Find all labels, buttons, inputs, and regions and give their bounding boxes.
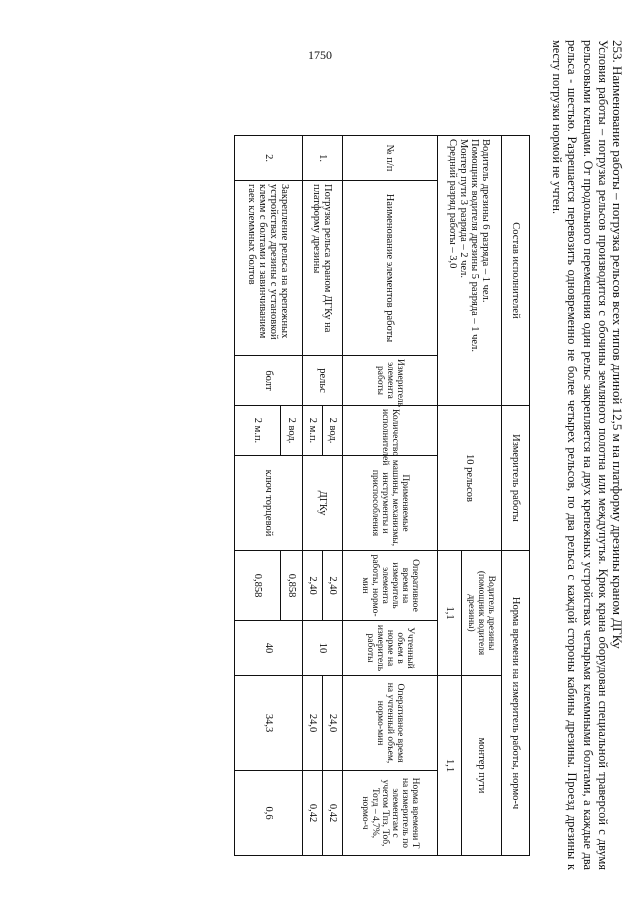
header-track-worker: монтер пути bbox=[462, 676, 502, 856]
col-element-name: Наименование элементов работы bbox=[343, 181, 438, 356]
row-op-volume: 34,3 bbox=[235, 676, 303, 771]
staff-line: Помощник водителя дрезины 5 разряда – 1 чел. bbox=[469, 139, 481, 352]
row-op-volume: 24,0 bbox=[303, 676, 323, 771]
row-count: 2 вод. bbox=[281, 406, 303, 456]
row-tool: ДГКу bbox=[303, 456, 343, 551]
row-element-name: Погрузка рельса краном ДГКу на платформу дрезины bbox=[303, 181, 343, 356]
norm-driver: 1,1 bbox=[438, 551, 462, 676]
staff-line: Средний разряд работы – 3,0 bbox=[447, 139, 459, 269]
col-element-meter: Измеритель элемента работы bbox=[343, 356, 438, 406]
col-op-time: Оперативное время на измеритель элемента работы, нормо-мин bbox=[343, 551, 438, 621]
norm-track-worker: 1,1 bbox=[438, 676, 462, 856]
intro-block bbox=[549, 40, 625, 870]
col-num: № п/п bbox=[343, 136, 438, 181]
row-count: 2 м.п. bbox=[235, 406, 281, 456]
col-op-volume: Оперативное время на учтенный объем, нормо-мин bbox=[343, 676, 438, 771]
rotated-content bbox=[75, 40, 625, 870]
col-volume: Учтенный объем в норме на измеритель работы bbox=[343, 621, 438, 676]
row-op-time: 0,858 bbox=[235, 551, 281, 621]
row-norm: 0,42 bbox=[303, 771, 323, 856]
norm-table bbox=[234, 135, 530, 856]
row-op-volume: 24,0 bbox=[323, 676, 343, 771]
header-driver: Водитель дрезины (помощник водителя дрезины) bbox=[462, 551, 502, 676]
staff-list bbox=[438, 136, 502, 406]
col-norm-element: Норма времени Т на измеритель по элементам с учетом Тпз, Тоб, Тотд – 4,7%, нормо-ч bbox=[343, 771, 438, 856]
work-conditions: Условия работы – погрузка рельсов производится с обочины земляного полотна или междупутья. Крюк крана оборудован специальной траверсой с двумя рельсовыми клещами. От продольного перемещения один рельс закрепляется на двух крепежных устройствах четырьмя клеммными болтами, а каждые два рельса - шестью. Разрешается перевозить одновременно не более четырех рельсов, по два рельса с каждой стороны кабины дрезины. Проезд дрезины к месту погрузки нормой не учтен. bbox=[550, 40, 610, 870]
row-op-time: 2,40 bbox=[303, 551, 323, 621]
staff-line: Водитель дрезины 6 разряда – 1 чел. bbox=[480, 139, 492, 303]
header-meter: Измеритель работы bbox=[502, 406, 530, 551]
row-norm: 0,6 bbox=[235, 771, 303, 856]
row-count: 2 м.п. bbox=[303, 406, 323, 456]
row-op-time: 2,40 bbox=[323, 551, 343, 621]
row-volume: 10 bbox=[303, 621, 343, 676]
row-volume: 40 bbox=[235, 621, 303, 676]
header-norm: Норма времени на измеритель работы, нормо-ч bbox=[502, 551, 530, 856]
row-num: 1. bbox=[303, 136, 343, 181]
page-number: 1750 bbox=[308, 48, 332, 62]
section-heading: 253. Наименование работы – погрузка рельсов всех типов длиной 12,5 м на платформу дрезины краном ДГКу bbox=[610, 40, 625, 649]
col-machines: Применяемые машины, механизмы, инструменты и приспособления bbox=[343, 456, 438, 551]
row-norm: 0,42 bbox=[323, 771, 343, 856]
row-element-meter: болт bbox=[235, 356, 303, 406]
staff-line: Монтер пути 3 разряда – 2 чел. bbox=[458, 139, 470, 278]
row-num: 2. bbox=[235, 136, 303, 181]
row-op-time: 0,858 bbox=[281, 551, 303, 621]
header-staff: Состав исполнителей bbox=[502, 136, 530, 406]
row-element-meter: рельс bbox=[303, 356, 343, 406]
row-element-name: Закрепление рельса на крепежных устройствах дрезины с установкой клемм с болтами и завинчиванием гаек клеммных болтов bbox=[235, 181, 303, 356]
meter-value: 10 рельсов bbox=[438, 406, 502, 551]
row-count: 2 вод. bbox=[323, 406, 343, 456]
col-workers-count: Количество исполнителей bbox=[343, 406, 438, 456]
row-tool: ключ торцевой bbox=[235, 456, 303, 551]
